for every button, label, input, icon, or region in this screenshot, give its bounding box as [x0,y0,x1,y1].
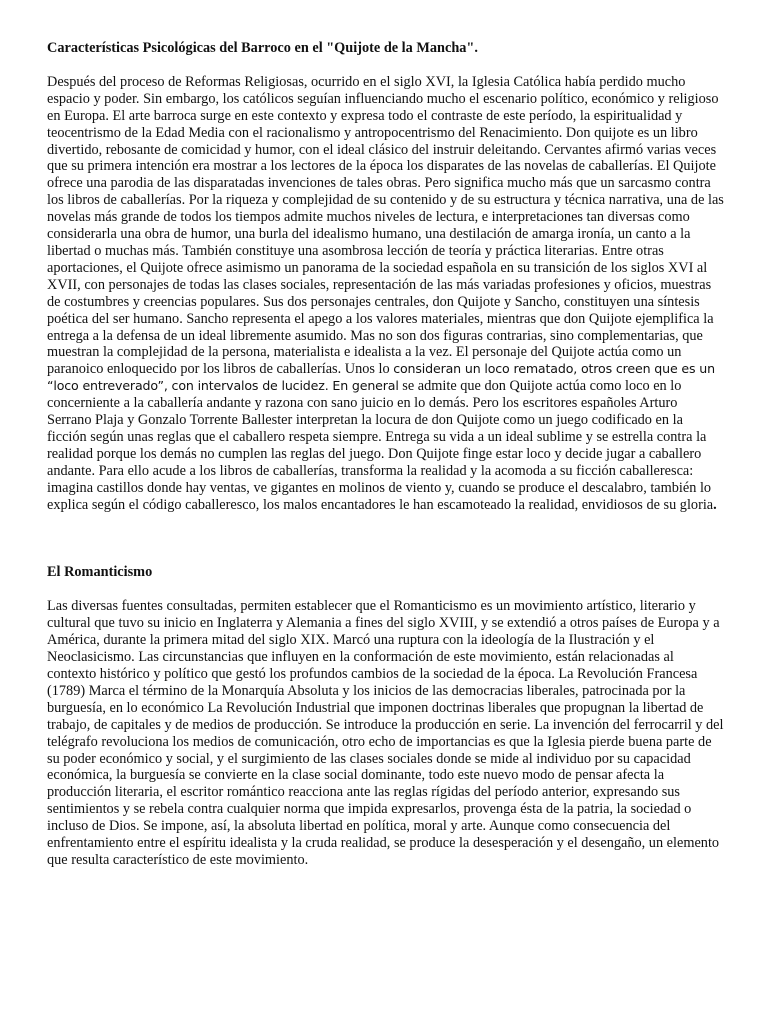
paragraph-barroco-part1: Después del proceso de Reformas Religiosas, ocurrido en el siglo XVI, la Iglesia Católica había perdido mucho espacio y poder. Sin embargo, los católicos seguían influenciando mucho el escenario político, económico y religioso en Europa. El arte barroca surge en este contexto y expresa todo el contraste de este período, la espiritualidad y teocentrismo de la Edad Media con el racionalismo y antropocentrismo del Renacimiento. Don quijote es un libro divertido, rebosante de comicidad y humor, con el ideal clásico del instruir deleitando. Cervantes afirmó varias veces que su primera intención era mostrar a los lectores de la época los disparates de las novelas de caballerías. El Quijote ofrece una parodia de las disparatadas invenciones de tales obras. Pero significa mucho más que un sarcasmo contra los libros de caballerías. Por la riqueza y complejidad de su contenido y de su estructura y técnica narrativa, una de las novelas más grande de todos los tiempos admite muchos niveles de lectura, e interpretaciones tan diversas como considerarla una obra de humor, una burla del idealismo humano, una destilación de amarga ironía, un canto a la libertad o muchas más. También constituye una asombrosa lección de teoría y práctica literarias. Entre otras aportaciones, el Quijote ofrece asimismo un panorama de la sociedad española en su transición de los siglos XVI al XVII, con personajes de todas las clases sociales, representación de las más variadas profesiones y oficios, muestras de costumbres y creencias populares. Sus dos personajes centrales, don Quijote y Sancho, constituyen una síntesis poética del ser humano. Sancho representa el apego a los valores materiales, mientras que don Quijote ejemplifica la entrega a la defensa de un ideal libremente asumido. Mas no son dos figuras contrarias, sino complementarias, que muestran la complejidad de la persona, materialista e idealista a la vez. El personaje del Quijote actúa como un paranoico enloquecido por los libros de caballerías. Unos lo [47,73,724,378]
section-title-barroco: Características Psicológicas del Barroco en el "Quijote de la Mancha". [47,40,478,56]
paragraph-barroco-alt-font-line: consideran un loco rematado, otros creen que es un “loco entreverado”, con intervalos de lucidez. En general [47,361,715,394]
section-title-romanticismo: El Romanticismo [47,564,153,581]
paragraph-barroco-end: . [713,496,717,513]
paragraph-romanticismo: Las diversas fuentes consultadas, permiten establecer que el Romanticismo es un movimiento artístico, literario y cultural que tuvo su inicio en Inglaterra y Alemania a fines del siglo XVIII, y se extendió a otros países de Europa y a América, durante la primera mitad del siglo XIX. Marcó una ruptura con la ideología de la Ilustración y el Neoclasicismo. Las circunstancias que influyen en la conformación de este movimiento, están relacionadas al contexto histórico y político que gestó los profundos cambios de la sociedad de la época. La Revolución Francesa (1789) Marca el término de la Monarquía Absoluta y los inicios de las democracias liberales, patrocinada por la burguesía, en lo económico La Revolución Industrial que imponen doctrinas liberales que propugnan la libertad de trabajo, de capitales y de medios de producción. Se introduce la producción en serie. La invención del ferrocarril y del telégrafo revoluciona los medios de comunicación, otro echo de importancias es que la Iglesia pierde buena parte de su poder económico y social, y el surgimiento de las clases sociales donde se mide al individuo por su capacidad económica, la burguesía se convierte en la clase social dominante, todo este nuevo modo de pensar afecta la producción literaria, el escritor romántico reacciona ante las reglas rígidas del período anterior, expresando sus sentimientos y se rebela contra cualquier norma que impida expresarlos, provenga ésta de la patria, la sociedad o incluso de Dios. Se impone, así, la absoluta libertad en política, moral y arte. Aunque como consecuencia del enfrentamiento entre el espíritu idealista y la cruda realidad, se produce la desesperación y el desengaño, un elemento que resulta característico de este movimiento. [47,598,724,868]
document-page [47,40,725,869]
paragraph-barroco [47,74,725,514]
paragraph-barroco-part2: se admite que don Quijote actúa como loco en lo concerniente a la caballería andante y razona con sano juicio en lo demás. Pero los escritores españoles Arturo Serrano Plaja y Gonzalo Torrente Ballester interpretan la locura de don Quijote como un juego codificado en la ficción según unas reglas que el caballero respeta siempre. Entrega su vida a un ideal sublime y se estrella contra la realidad porque los demás no cumplen las reglas del juego. Don Quijote finge estar loco y decide jugar a caballero andante. Para ello acude a los libros de caballerías, transforma la realidad y la acomoda a su ficción caballeresca: imagina castillos donde hay ventas, ve gigantes en molinos de viento y, cuando se produce el descalabro, también lo explica según el código caballeresco, los malos encantadores le han escamoteado la realidad, envidiosos de su gloria [47,378,714,513]
section-spacer [47,513,725,564]
